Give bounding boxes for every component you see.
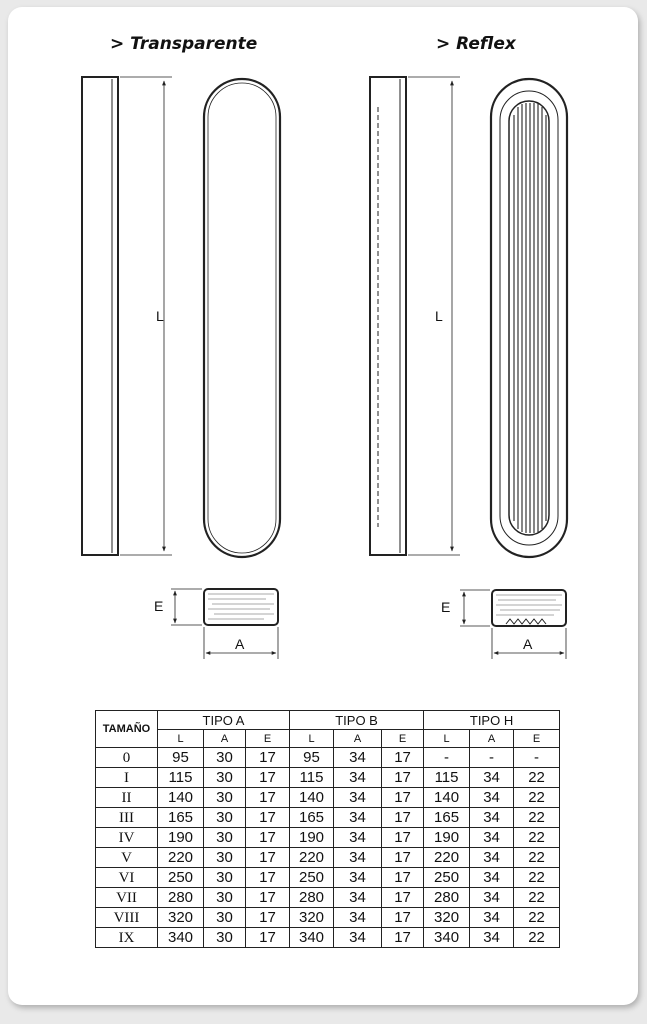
value-cell: 22 (514, 888, 560, 908)
value-cell: 280 (158, 888, 204, 908)
value-cell: 30 (204, 788, 246, 808)
value-cell: 34 (470, 848, 514, 868)
value-cell: - (514, 748, 560, 768)
value-cell: 340 (424, 928, 470, 948)
value-cell: 22 (514, 928, 560, 948)
reflex-cross-section (460, 590, 566, 659)
value-cell: 17 (246, 788, 290, 808)
reflex-thickness-label: E (441, 599, 451, 615)
subheader-a: A (470, 730, 514, 748)
value-cell: 22 (514, 828, 560, 848)
value-cell: 34 (470, 908, 514, 928)
size-cell: 0 (96, 748, 158, 768)
value-cell: 140 (424, 788, 470, 808)
value-cell: 34 (334, 868, 382, 888)
value-cell: 95 (290, 748, 334, 768)
value-cell: 250 (158, 868, 204, 888)
subheader-a: A (334, 730, 382, 748)
table-row (96, 868, 560, 888)
value-cell: 34 (334, 768, 382, 788)
value-cell: 34 (334, 888, 382, 908)
transparente-width-label: A (235, 636, 245, 652)
value-cell: 280 (424, 888, 470, 908)
table-row (96, 808, 560, 828)
value-cell: 34 (470, 808, 514, 828)
table-row (96, 888, 560, 908)
size-table (95, 710, 560, 948)
header-tipo-b: TIPO B (290, 711, 424, 730)
value-cell: 140 (290, 788, 334, 808)
value-cell: 17 (246, 848, 290, 868)
value-cell: 17 (246, 888, 290, 908)
value-cell: 30 (204, 868, 246, 888)
value-cell: 17 (246, 808, 290, 828)
subheader-l: L (158, 730, 204, 748)
value-cell: 22 (514, 808, 560, 828)
value-cell: 190 (290, 828, 334, 848)
value-cell: 34 (334, 848, 382, 868)
subheader-e: E (246, 730, 290, 748)
value-cell: 250 (290, 868, 334, 888)
size-cell: IX (96, 928, 158, 948)
size-cell: III (96, 808, 158, 828)
table-row (96, 908, 560, 928)
value-cell: 30 (204, 808, 246, 828)
size-cell: VII (96, 888, 158, 908)
value-cell: 165 (424, 808, 470, 828)
value-cell: 320 (424, 908, 470, 928)
value-cell: 340 (290, 928, 334, 948)
transparente-front-view (204, 79, 280, 557)
size-cell: I (96, 768, 158, 788)
value-cell: 34 (470, 788, 514, 808)
value-cell: 220 (158, 848, 204, 868)
value-cell: 190 (424, 828, 470, 848)
value-cell: 165 (290, 808, 334, 828)
transparente-length-label: L (156, 308, 164, 324)
value-cell: 17 (382, 768, 424, 788)
value-cell: 34 (470, 928, 514, 948)
value-cell: 30 (204, 908, 246, 928)
value-cell: 320 (158, 908, 204, 928)
value-cell: 17 (382, 868, 424, 888)
value-cell: 17 (382, 748, 424, 768)
size-cell: IV (96, 828, 158, 848)
header-tipo-a: TIPO A (158, 711, 290, 730)
value-cell: 17 (246, 928, 290, 948)
value-cell: - (424, 748, 470, 768)
value-cell: 30 (204, 928, 246, 948)
value-cell: 115 (290, 768, 334, 788)
value-cell: 320 (290, 908, 334, 928)
transparente-thickness-label: E (154, 598, 164, 614)
reflex-width-label: A (523, 636, 533, 652)
value-cell: 17 (246, 828, 290, 848)
table-row (96, 848, 560, 868)
subheader-l: L (290, 730, 334, 748)
value-cell: 220 (424, 848, 470, 868)
value-cell: 30 (204, 748, 246, 768)
table-row (96, 928, 560, 948)
value-cell: 17 (382, 828, 424, 848)
size-cell: VIII (96, 908, 158, 928)
value-cell: 115 (424, 768, 470, 788)
value-cell: 17 (246, 768, 290, 788)
header-tipo-h: TIPO H (424, 711, 560, 730)
value-cell: 22 (514, 788, 560, 808)
value-cell: 34 (334, 748, 382, 768)
table-row (96, 748, 560, 768)
value-cell: 34 (334, 788, 382, 808)
value-cell: 17 (246, 868, 290, 888)
subheader-e: E (514, 730, 560, 748)
value-cell: 34 (470, 768, 514, 788)
table-body (96, 748, 560, 948)
table-row (96, 788, 560, 808)
technical-drawings (8, 7, 638, 707)
value-cell: 22 (514, 908, 560, 928)
subheader-e: E (382, 730, 424, 748)
value-cell: 17 (246, 748, 290, 768)
value-cell: 34 (334, 908, 382, 928)
value-cell: 17 (382, 848, 424, 868)
heading-transparente: > Transparente (110, 34, 258, 54)
value-cell: 17 (382, 928, 424, 948)
value-cell: 30 (204, 768, 246, 788)
subheader-l: L (424, 730, 470, 748)
size-cell: V (96, 848, 158, 868)
value-cell: 165 (158, 808, 204, 828)
value-cell: 22 (514, 868, 560, 888)
value-cell: 17 (382, 808, 424, 828)
value-cell: 250 (424, 868, 470, 888)
value-cell: 340 (158, 928, 204, 948)
heading-reflex: > Reflex (436, 34, 516, 54)
value-cell: 22 (514, 848, 560, 868)
reflex-length-label: L (435, 308, 443, 324)
value-cell: 30 (204, 828, 246, 848)
value-cell: 30 (204, 848, 246, 868)
value-cell: 22 (514, 768, 560, 788)
value-cell: 17 (382, 788, 424, 808)
value-cell: 34 (334, 928, 382, 948)
table-row (96, 768, 560, 788)
value-cell: 95 (158, 748, 204, 768)
value-cell: 34 (470, 868, 514, 888)
value-cell: 17 (246, 908, 290, 928)
value-cell: - (470, 748, 514, 768)
value-cell: 34 (470, 888, 514, 908)
value-cell: 190 (158, 828, 204, 848)
transparente-cross-section (171, 589, 278, 659)
subheader-a: A (204, 730, 246, 748)
value-cell: 34 (334, 808, 382, 828)
value-cell: 17 (382, 908, 424, 928)
value-cell: 280 (290, 888, 334, 908)
reflex-side-view (370, 77, 460, 555)
table-row (96, 828, 560, 848)
value-cell: 220 (290, 848, 334, 868)
reflex-front-view (491, 79, 567, 557)
value-cell: 30 (204, 888, 246, 908)
spec-sheet-card (8, 7, 638, 1005)
size-cell: VI (96, 868, 158, 888)
value-cell: 140 (158, 788, 204, 808)
value-cell: 34 (334, 828, 382, 848)
value-cell: 17 (382, 888, 424, 908)
value-cell: 115 (158, 768, 204, 788)
size-cell: II (96, 788, 158, 808)
header-size: TAMAÑO (96, 711, 158, 748)
value-cell: 34 (470, 828, 514, 848)
